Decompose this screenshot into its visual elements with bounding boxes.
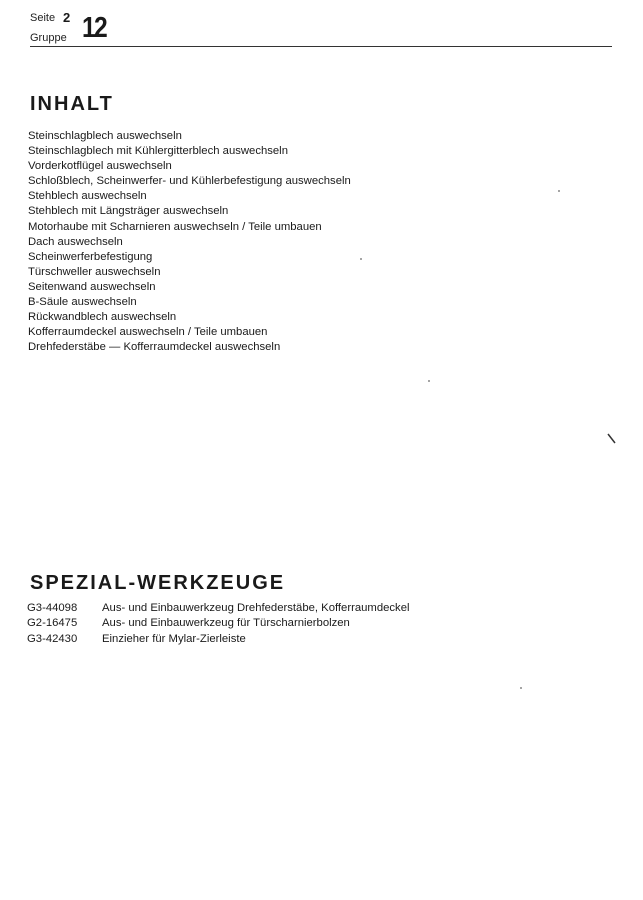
tool-code: G3-44098: [27, 602, 78, 614]
page-header: [30, 10, 612, 48]
inhalt-item: Vorderkotflügel auswechseln: [28, 160, 172, 173]
tool-code: G3-42430: [27, 632, 78, 645]
inhalt-item: Seitenwand auswechseln: [28, 280, 156, 293]
seite-label: Seite: [30, 12, 56, 24]
inhalt-item: Kofferraumdeckel auswechseln / Teile umbauen: [28, 326, 268, 339]
inhalt-heading: INHALT: [30, 93, 114, 115]
tool-description: Einzieher für Mylar-Zierleiste: [102, 632, 246, 645]
inhalt-item: Stehblech auswechseln: [28, 190, 147, 203]
inhalt-item: Dach auswechseln: [28, 235, 123, 248]
tool-list: [27, 601, 410, 647]
seite-number: 2: [63, 10, 71, 25]
scan-speck: [558, 190, 560, 192]
inhalt-item: Stehblech mit Längsträger auswechseln: [28, 205, 229, 218]
inhalt-item: Türschweller auswechseln: [28, 265, 161, 278]
scan-mark: [607, 433, 617, 445]
gruppe-number: 12: [82, 12, 107, 44]
tool-row: [27, 616, 410, 631]
inhalt-item: Steinschlagblech auswechseln: [28, 130, 182, 142]
inhalt-item: Motorhaube mit Scharnieren auswechseln / Teile umbauen: [28, 220, 322, 233]
inhalt-item: Drehfederstäbe — Kofferraumdeckel auswechseln: [28, 341, 281, 354]
tool-description: Aus- und Einbauwerkzeug für Türscharnierbolzen: [102, 617, 350, 630]
inhalt-list: [28, 129, 351, 355]
inhalt-item: Schloßblech, Scheinwerfer- und Kühlerbefestigung auswechseln: [28, 175, 351, 188]
inhalt-item: Steinschlagblech mit Kühlergitterblech auswechseln: [28, 145, 288, 158]
inhalt-item: Scheinwerferbefestigung: [28, 250, 153, 263]
tool-code: G2-16475: [27, 617, 78, 630]
spezial-werkzeuge-heading: SPEZIAL-WERKZEUGE: [30, 572, 286, 594]
scan-speck: [520, 687, 522, 689]
scan-speck: [360, 258, 362, 260]
inhalt-item: B-Säule auswechseln: [28, 296, 137, 309]
tool-row: [27, 601, 410, 616]
scan-speck: [428, 380, 430, 382]
tool-description: Aus- und Einbauwerkzeug Drehfederstäbe, Kofferraumdeckel: [102, 602, 410, 614]
header-rule: [30, 46, 612, 47]
inhalt-item: Rückwandblech auswechseln: [28, 311, 177, 324]
tool-row: [27, 632, 410, 647]
gruppe-label: Gruppe: [30, 32, 67, 44]
